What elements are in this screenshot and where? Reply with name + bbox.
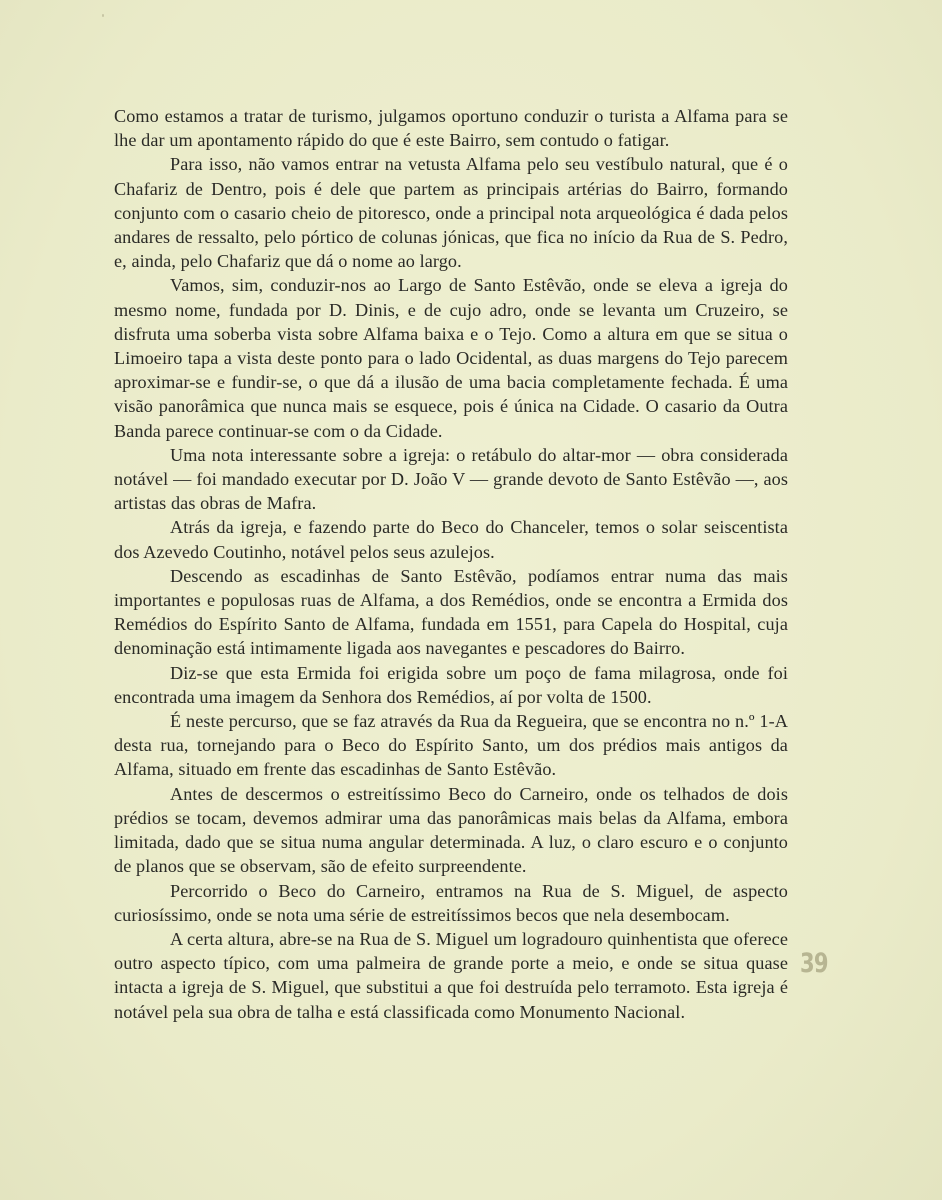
paragraph-8: É neste percurso, que se faz através da Rua da Regueira, que se encontra no n.º 1-A desta rua, tornejando para o Beco do Espírito Santo, um dos prédios mais antigos da Alfama, situado em frente das escadinhas de Santo Estêvão. xyxy=(114,711,788,780)
paragraph-1: Como estamos a tratar de turismo, julgamos oportuno conduzir o turista a Alfama para se lhe dar um apontamento rápido do que é este Bairro, sem contudo o fatigar. xyxy=(114,106,788,151)
paragraph-6: Descendo as escadinhas de Santo Estêvão, podíamos entrar numa das mais importantes e populosas ruas de Alfama, a dos Remédios, onde se encontra a Ermida dos Remédios do Espírito Santo de Alfama, fundada em 1551, para Capela do Hospital, cuja denominação está intimamente ligada aos navegantes e pescadores do Bairro. xyxy=(114,565,788,659)
paragraph-11: A certa altura, abre-se na Rua de S. Miguel um logradouro quinhentista que oferece outro aspecto típico, com uma palmeira de grande porte a meio, e onde se situa quase intacta a igreja de S. Miguel, que substitui a que foi destruída pelo terramoto. Esta igreja é notável pela sua obra de talha e está classificada como Monumento Nacional. xyxy=(114,928,788,1022)
paper-speck xyxy=(102,14,104,17)
paragraph-3: Vamos, sim, conduzir-nos ao Largo de Santo Estêvão, onde se eleva a igreja do mesmo nome, fundada por D. Dinis, e de cujo adro, onde se levanta um Cruzeiro, se disfruta uma soberba vista sobre Alfama baixa e o Tejo. Como a altura em que se situa o Limoeiro tapa a vista deste ponto para o lado Ocidental, as duas margens do Tejo parecem aproximar-se e fundir-se, o que dá a ilusão de uma bacia completamente fechada. É uma visão panorâmica que nunca mais se esquece, pois é única na Cidade. O casario da Outra Banda parece continuar-se com o da Cidade. xyxy=(114,275,788,441)
body-text xyxy=(114,104,788,1024)
paragraph-5: Atrás da igreja, e fazendo parte do Beco do Chanceler, temos o solar seiscentista dos Azevedo Coutinho, notável pelos seus azulejos. xyxy=(114,517,788,562)
paragraph-9: Antes de descermos o estreitíssimo Beco do Carneiro, onde os telhados de dois prédios se tocam, devemos admirar uma das panorâmicas mais belas da Alfama, embora limitada, dado que se situa numa angular determinada. A luz, o claro escuro e o conjunto de planos que se observam, são de efeito surpreendente. xyxy=(114,783,788,877)
page-number: 39 xyxy=(800,948,828,979)
paragraph-4: Uma nota interessante sobre a igreja: o retábulo do altar-mor — obra considerada notável — foi mandado executar por D. João V — grande devoto de Santo Estêvão —, aos artistas das obras de Mafra. xyxy=(114,444,788,514)
paragraph-10: Percorrido o Beco do Carneiro, entramos na Rua de S. Miguel, de aspecto curiosíssimo, onde se nota uma série de estreitíssimos becos que nela desembocam. xyxy=(114,880,788,925)
paragraph-2: Para isso, não vamos entrar na vetusta Alfama pelo seu vestíbulo natural, que é o Chafariz de Dentro, pois é dele que partem as principais artérias do Bairro, formando conjunto com o casario cheio de pitoresco, onde a principal nota arqueológica é dada pelos andares de ressalto, pelo pórtico de colunas jónicas, que fica no início da Rua de S. Pedro, e, ainda, pelo Chafariz que dá o nome ao largo. xyxy=(114,154,788,272)
paragraph-7: Diz-se que esta Ermida foi erigida sobre um poço de fama milagrosa, onde foi encontrada uma imagem da Senhora dos Remédios, aí por volta de 1500. xyxy=(114,662,788,707)
